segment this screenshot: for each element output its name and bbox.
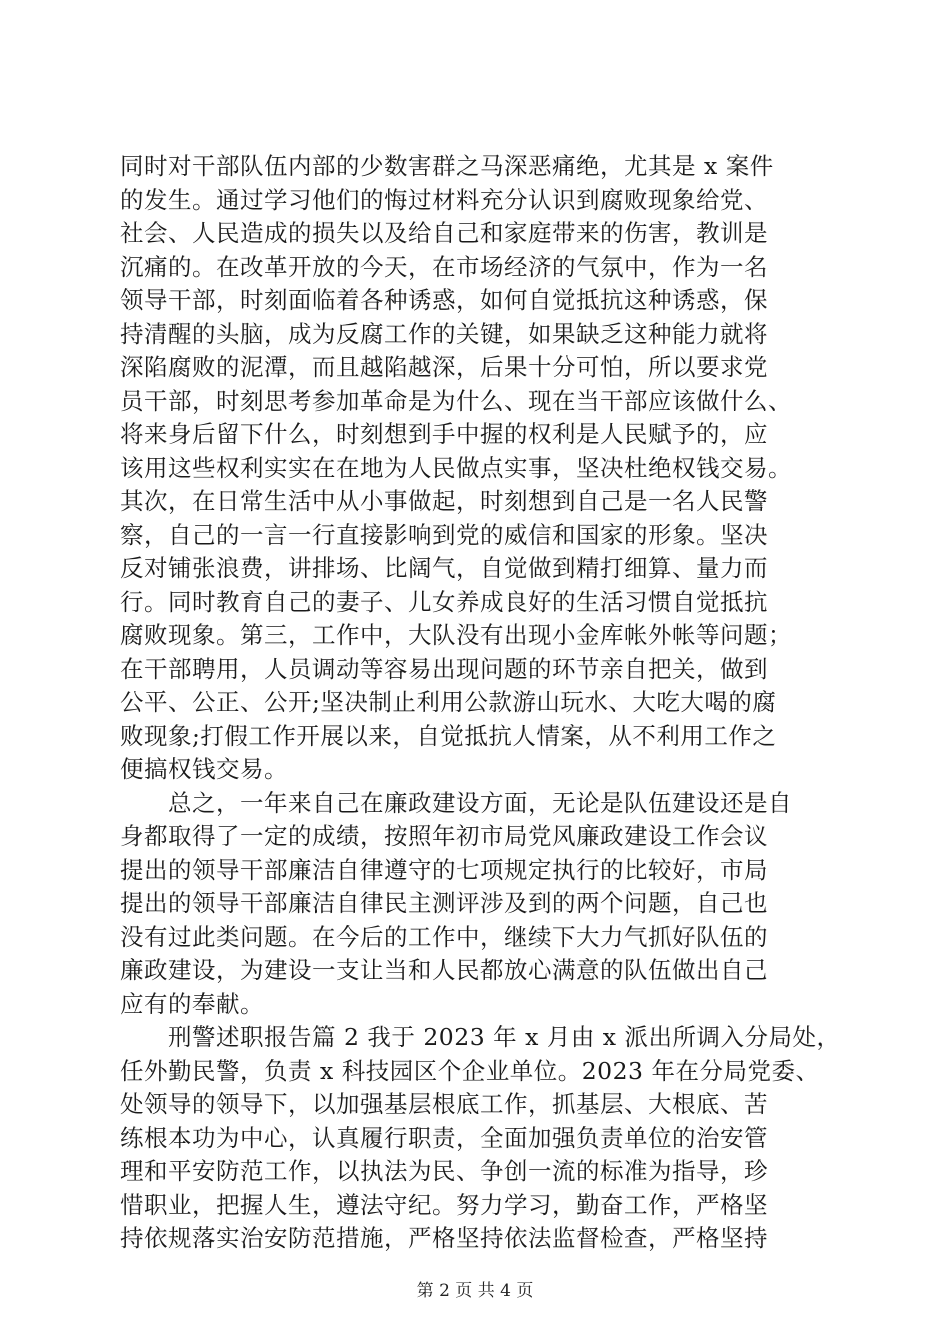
paragraph-start-line: 总之，一年来自己在廉政建设方面，无论是队伍建设还是自 xyxy=(168,788,792,817)
text-line: 应有的奉献。 xyxy=(120,989,264,1018)
text-line: 处领导的领导下，以加强基层根底工作，抓基层、大根底、苦 xyxy=(120,1090,768,1118)
text-line: 该用这些权利实实在在地为人民做点实事，坚决杜绝权钱交易。 xyxy=(120,453,792,482)
text-line: 任外勤民警，负责 x 科技园区个企业单位。2023 年在分局党委、 xyxy=(120,1056,820,1085)
text-line: 在干部聘用，人员调动等容易出现问题的环节亲自把关，做到 xyxy=(120,654,768,683)
text-line: 持清醒的头脑，成为反腐工作的关键，如果缺乏这种能力就将 xyxy=(120,319,768,348)
text-line: 提出的领导干部廉洁自律民主测评涉及到的两个问题，自己也 xyxy=(120,889,768,917)
text-line: 身都取得了一定的成绩，按照年初市局党风廉政建设工作会议 xyxy=(120,822,768,850)
text-line: 沉痛的。在改革开放的今天，在市场经济的气氛中，作为一名 xyxy=(120,252,768,281)
text-line: 公平、公正、公开;坚决制止利用公款游山玩水、大吃大喝的腐 xyxy=(120,688,777,716)
text-line: 员干部，时刻思考参加革命是为什么、现在当干部应该做什么、 xyxy=(120,386,792,415)
text-line: 持依规落实治安防范措施，严格坚持依法监督检查，严格坚持 xyxy=(120,1224,768,1252)
text-line: 惜职业，把握人生，遵法守纪。努力学习，勤奋工作，严格坚 xyxy=(120,1190,768,1219)
text-line: 练根本功为中心，认真履行职责，全面加强负责单位的治安管 xyxy=(120,1123,768,1152)
text-line: 便搞权钱交易。 xyxy=(120,755,288,783)
text-line: 的发生。通过学习他们的悔过材料充分认识到腐败现象给党、 xyxy=(120,185,768,214)
page-number: 第 2 页 共 4 页 xyxy=(416,1281,534,1301)
text-line: 社会、人民造成的损失以及给自己和家庭带来的伤害，教训是 xyxy=(120,219,768,247)
body-text xyxy=(120,150,841,1256)
text-line: 腐败现象。第三，工作中，大队没有出现小金库帐外帐等问题； xyxy=(120,621,792,649)
text-line: 败现象;打假工作开展以来，自觉抵抗人情案，从不利用工作之 xyxy=(120,721,777,750)
text-line: 领导干部，时刻面临着各种诱惑，如何自觉抵抗这种诱惑，保 xyxy=(120,286,768,314)
text-line: 理和平安防范工作，以执法为民、争创一流的标准为指导，珍 xyxy=(120,1157,768,1185)
text-line: 同时对干部队伍内部的少数害群之马深恶痛绝，尤其是 x 案件 xyxy=(120,152,774,180)
text-line: 察，自己的一言一行直接影响到党的威信和国家的形象。坚决 xyxy=(120,520,768,549)
paragraph-start-line: 刑警述职报告篇 2 我于 2023 年 x 月由 x 派出所调入分局处， xyxy=(168,1023,841,1051)
text-line: 行。同时教育自己的妻子、儿女养成良好的生活习惯自觉抵抗 xyxy=(120,587,768,616)
page-footer xyxy=(0,1276,950,1301)
text-line: 廉政建设，为建设一支让当和人民都放心满意的队伍做出自己 xyxy=(120,956,768,984)
text-line: 深陷腐败的泥潭，而且越陷越深，后果十分可怕，所以要求党 xyxy=(120,353,768,381)
text-line: 没有过此类问题。在今后的工作中，继续下大力气抓好队伍的 xyxy=(120,922,768,951)
text-line: 其次，在日常生活中从小事做起，时刻想到自己是一名人民警 xyxy=(120,487,768,515)
text-line: 提出的领导干部廉洁自律遵守的七项规定执行的比较好，市局 xyxy=(120,855,768,884)
text-line: 将来身后留下什么，时刻想到手中握的权利是人民赋予的，应 xyxy=(120,420,768,448)
text-line: 反对铺张浪费，讲排场、比阔气，自觉做到精打细算、量力而 xyxy=(120,554,768,582)
